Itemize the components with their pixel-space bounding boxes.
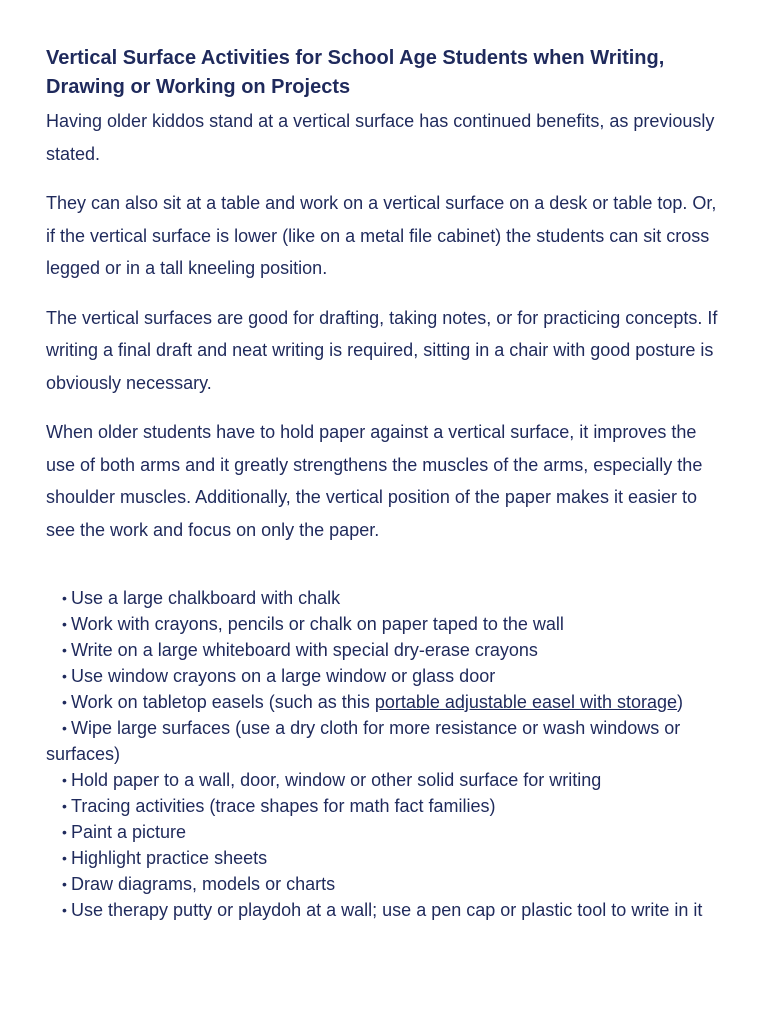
list-item-text: Tracing activities (trace shapes for math fact families) xyxy=(71,796,496,816)
list-item-text: Work with crayons, pencils or chalk on paper taped to the wall xyxy=(71,614,564,634)
bullet-icon: • xyxy=(62,668,67,684)
easel-product-link[interactable]: portable adjustable easel with storage xyxy=(374,692,678,712)
bullet-icon: • xyxy=(62,772,67,788)
list-item-text: Paint a picture xyxy=(71,822,187,842)
list-item xyxy=(46,663,726,689)
list-item xyxy=(46,819,726,845)
bullet-icon: • xyxy=(62,824,67,840)
bullet-icon: • xyxy=(62,720,67,736)
bullet-icon: • xyxy=(62,642,67,658)
paragraph-drafting: The vertical surfaces are good for drafting, taking notes, or for practicing concepts. If writing a final draft and neat writing is required, sitting in a chair with good posture is obviously necessary. xyxy=(46,307,718,393)
list-item-text-after: ) xyxy=(677,692,684,712)
list-item xyxy=(46,611,726,637)
list-item-text: Draw diagrams, models or charts xyxy=(71,874,336,894)
paragraph-sitting: They can also sit at a table and work on a vertical surface on a desk or table top. Or, if the vertical surface is lower (like on a metal file cabinet) the students can sit cross legged or in a tall kneeling position. xyxy=(46,193,717,278)
list-item xyxy=(46,871,726,897)
page-title: Vertical Surface Activities for School Age Students when Writing, Drawing or Working on Projects xyxy=(46,47,665,98)
paragraph-benefits: When older students have to hold paper against a vertical surface, it improves the use of both arms and it greatly strengthens the muscles of the arms, especially the shoulder muscles. Additionally, the vertical position of the paper makes it easier to see the work and focus on only the paper. xyxy=(46,422,703,540)
paragraph-intro: Having older kiddos stand at a vertical surface has continued benefits, as previously stated. xyxy=(46,111,715,164)
list-item-text-before: Work on tabletop easels (such as this xyxy=(71,692,375,712)
list-item-text: Use a large chalkboard with chalk xyxy=(71,588,341,608)
list-item xyxy=(46,767,726,793)
list-item xyxy=(46,689,726,715)
list-item-text: Highlight practice sheets xyxy=(71,848,268,868)
bullet-icon: • xyxy=(62,902,67,918)
list-item xyxy=(46,715,726,767)
list-item xyxy=(46,845,726,871)
activity-list xyxy=(46,585,726,923)
list-item-text: Use therapy putty or playdoh at a wall; use a pen cap or plastic tool to write in it xyxy=(71,900,703,920)
list-item-text: Use window crayons on a large window or glass door xyxy=(71,666,496,686)
list-item-text: Write on a large whiteboard with special dry-erase crayons xyxy=(71,640,538,660)
list-item xyxy=(46,637,726,663)
bullet-icon: • xyxy=(62,876,67,892)
list-item xyxy=(46,793,726,819)
bullet-icon: • xyxy=(62,694,67,710)
list-item xyxy=(46,897,726,923)
bullet-icon: • xyxy=(62,616,67,632)
bullet-icon: • xyxy=(62,798,67,814)
bullet-icon: • xyxy=(62,850,67,866)
list-item xyxy=(46,585,726,611)
bullet-icon: • xyxy=(62,590,67,606)
list-item-text: Hold paper to a wall, door, window or other solid surface for writing xyxy=(71,770,602,790)
list-item-text: Wipe large surfaces (use a dry cloth for more resistance or wash windows or surfaces) xyxy=(46,718,681,764)
